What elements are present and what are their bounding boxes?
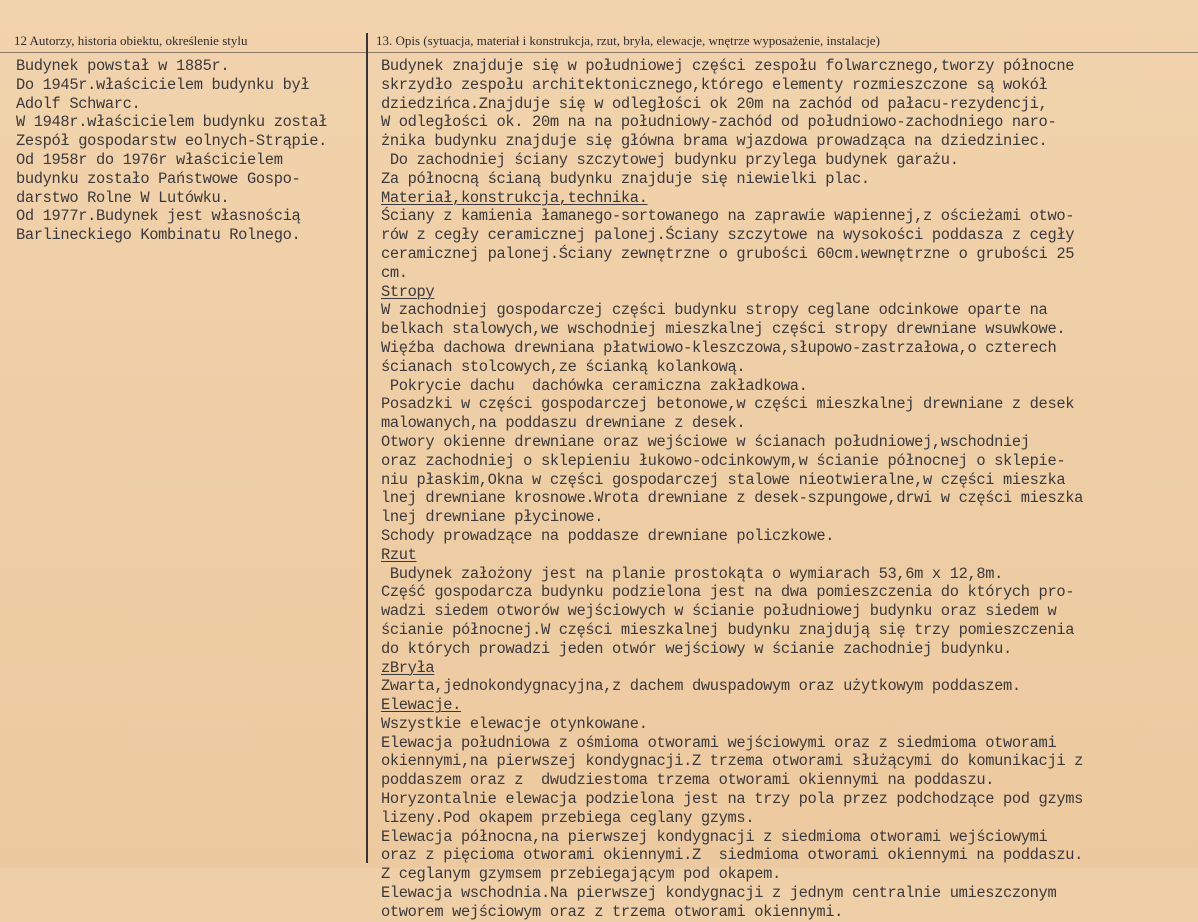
description-line: Ściany z kamienia łamanego-sortowanego na zaprawie wapiennej,z ościeżami otwo- [381, 207, 1075, 226]
history-line: Do 1945r.właścicielem budynku był [16, 75, 310, 94]
description-line: dziedzińca.Znajduje się w odległości ok 20m na zachód od pałacu-rezydencji, [381, 94, 1048, 113]
description-line: ścianach stolcowych,ze ścianką kolankową. [381, 357, 746, 376]
description-line: Otwory okienne drewniane oraz wejściowe w ścianach południowej,wschodniej [381, 432, 1030, 451]
description-line: Do zachodniej ściany szczytowej budynku przylega budynek garażu. [381, 150, 959, 169]
description-column [381, 57, 1196, 922]
description-line: malowanych,na poddaszu drewniane z desek. [381, 414, 746, 433]
section-heading: Elewacje. [381, 696, 461, 715]
description-line: Elewacja południowa z ośmioma otworami wejściowymi oraz z siedmioma otworami [381, 733, 1057, 752]
history-line: W 1948r.właścicielem budynku został [16, 113, 328, 132]
description-line: cm. [381, 263, 408, 282]
history-line: Zespół gospodarstw eolnych-Strąpie. [16, 132, 328, 151]
description-line: Schody prowadzące na poddasze drewniane policzkowe. [381, 526, 835, 545]
description-line: lnej drewniane krosnowe.Wrota drewniane z desek-szpungowe,drwi w części mieszka [381, 489, 1083, 508]
section-heading: Rzut [381, 545, 417, 564]
section-heading: Materiał,konstrukcja,technika. [381, 188, 648, 207]
description-line: skrzydło zespołu architektonicznego,którego elementy rozmieszczone są wokół [381, 75, 1048, 94]
history-line: Od 1977r.Budynek jest własnością [16, 207, 301, 226]
description-line: lizeny.Pod okapem przebiega ceglany gzyms. [381, 808, 755, 827]
description-line: oraz zachodniej o sklepieniu łukowo-odcinkowym,w ścianie północnej o sklepie- [381, 451, 1066, 470]
description-line: Zwarta,jednokondygnacyjna,z dachem dwuspadowym oraz użytkowym poddaszem. [381, 677, 1021, 696]
description-line: Budynek znajduje się w południowej części zespołu folwarcznego,tworzy północne [381, 57, 1075, 75]
section-12-header: 12 Autorzy, historia obiektu, określenie stylu [14, 33, 248, 48]
description-line: wadzi siedem otworów wejściowych w ścianie południowej budynku oraz siedem w [381, 602, 1057, 621]
description-line: W odległości ok. 20m na na południowy-zachód od południowo-zachodniego naro- [381, 113, 1057, 132]
description-line: oraz z pięcioma otworami okiennymi.Z siedmioma otworami okiennymi na poddaszu. [381, 846, 1083, 865]
description-line: poddaszem oraz z dwudziestoma trzema otworami okiennymi na poddaszu. [381, 771, 995, 790]
column-divider [366, 33, 368, 863]
history-line: darstwo Rolne W Lutówku. [16, 188, 230, 207]
description-line: okiennymi,na pierwszej kondygnacji.Z trzema otworami służącymi do komunikacji z [381, 752, 1083, 771]
history-line: Budynek powstał w 1885r. [16, 57, 230, 75]
description-line: Z ceglanym gzymsem przebiegającym pod okapem. [381, 865, 781, 884]
history-line: Od 1958r do 1976r właścicielem [16, 150, 283, 169]
history-line: Barlineckiego Kombinatu Rolnego. [16, 226, 301, 245]
description-line: lnej drewniane płycinowe. [381, 508, 604, 527]
section-heading: Stropy [381, 282, 435, 301]
description-line: Wszystkie elewacje otynkowane. [381, 714, 648, 733]
description-line: W zachodniej gospodarczej części budynku stropy ceglane odcinkowe oparte na [381, 301, 1048, 320]
description-line: Więźba dachowa drewniana płatwiowo-kleszczowa,słupowo-zastrzałowa,o czterech [381, 338, 1057, 357]
description-line: ścianie północnej.W części mieszkalnej budynku znajdują się trzy pomieszczenia [381, 620, 1075, 639]
description-line: do których prowadzi jeden otwór wejściowy w ścianie zachodniej budynku. [381, 639, 1012, 658]
section-heading: zBryła [381, 658, 435, 677]
description-line: rów z cegły ceramicznej palonej.Ściany szczytowe na wysokości poddasza z cegły [381, 226, 1075, 245]
description-line: Za północną ścianą budynku znajduje się niewielki plac. [381, 169, 870, 188]
description-line: Horyzontalnie elewacja podzielona jest na trzy pola przez podchodzące pod gzyms [381, 790, 1083, 809]
description-line: niu płaskim,Okna w części gospodarczej stalowe nieotwieralne,w części mieszka [381, 470, 1066, 489]
description-line: ceramicznej palonej.Ściany zewnętrzne o grubości 60cm.wewnętrzne o grubości 25 [381, 244, 1075, 263]
history-column [16, 57, 361, 245]
description-line: otworem wejściowym oraz z trzema otworami okiennymi. [381, 902, 844, 921]
description-line: Elewacja wschodnia.Na pierwszej kondygnacji z jednym centralnie umieszczonym [381, 884, 1057, 903]
history-line: Adolf Schwarc. [16, 94, 141, 113]
description-line: Budynek założony jest na planie prostokąta o wymiarach 53,6m x 12,8m. [381, 564, 1004, 583]
description-line: belkach stalowych,we wschodniej mieszkalnej części stropy drewniane wsuwkowe. [381, 320, 1066, 339]
description-line: Elewacja północna,na pierwszej kondygnacji z siedmioma otworami wejściowymi [381, 827, 1048, 846]
description-line: Posadzki w części gospodarczej betonowe,w części mieszkalnej drewniane z desek [381, 395, 1075, 414]
section-13-header: 13. Opis (sytuacja, materiał i konstrukcja, rzut, bryła, elewacje, wnętrze wyposażenie, instalacje) [376, 33, 880, 48]
history-line: budynku zostało Państwowe Gospo- [16, 169, 301, 188]
description-line: Część gospodarcza budynku podzielona jest na dwa pomieszczenia do których pro- [381, 583, 1075, 602]
header-rule [0, 52, 1198, 53]
description-line: żnika budynku znajduje się główna brama wjazdowa prowadząca na dziedziniec. [381, 132, 1048, 151]
description-line: Pokrycie dachu dachówka ceramiczna zakładkowa. [381, 376, 808, 395]
